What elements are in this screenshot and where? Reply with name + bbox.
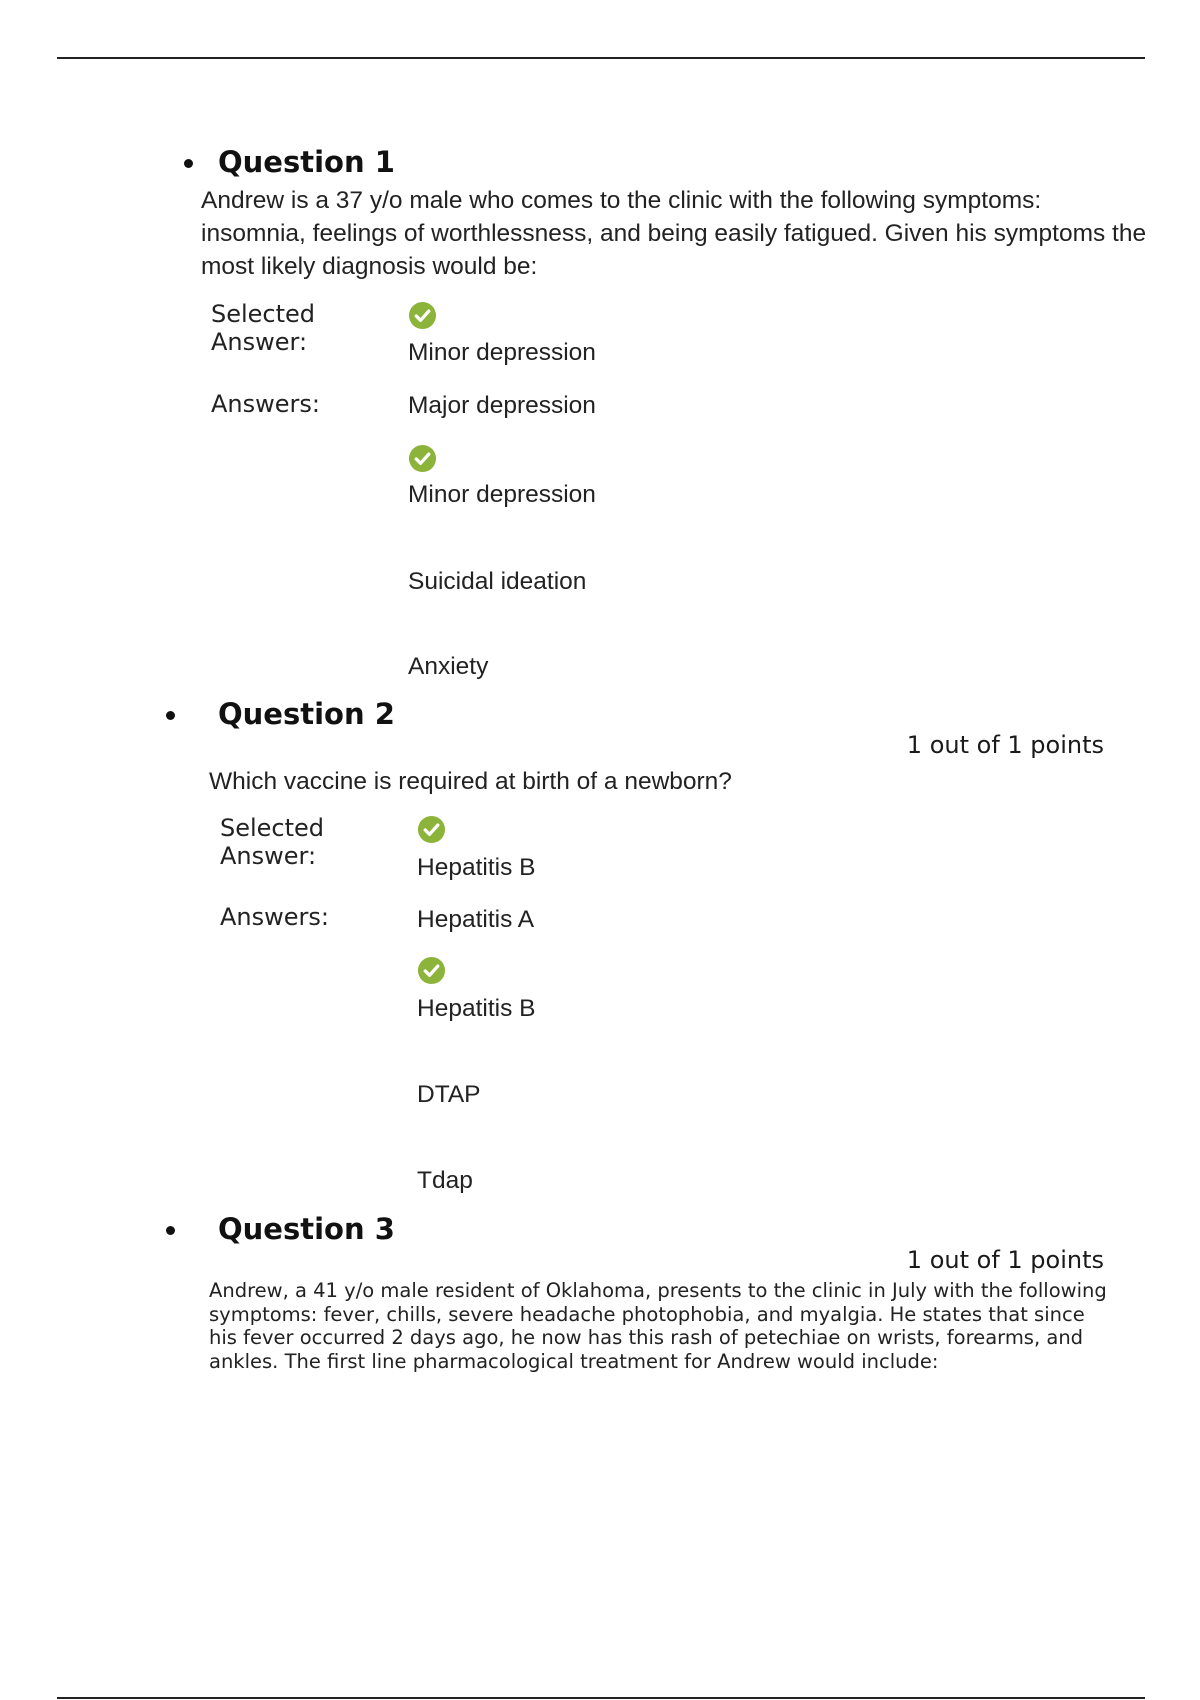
question-2-selected-label: Selected Answer: (220, 814, 325, 870)
question-1-answer-1: Major depression (408, 392, 596, 419)
question-2-title: Question 2 (218, 697, 395, 731)
bottom-divider (57, 1697, 1145, 1699)
question-1-answers-label: Answers: (211, 390, 320, 418)
question-2-answer-2: Hepatitis B (417, 995, 536, 1022)
check-circle-icon (408, 444, 437, 473)
question-2-text: Which vaccine is required at birth of a newborn? (209, 768, 732, 795)
check-circle-icon (417, 815, 446, 844)
question-3-points: 1 out of 1 points (906, 1246, 1104, 1274)
question-2-points: 1 out of 1 points (906, 731, 1104, 759)
question-1-text: Andrew is a 37 y/o male who comes to the clinic with the following symptoms: insomnia, feelings of worthlessness, and being easily fatigued. Given his symptoms the most likely diagnosis would be: (201, 187, 1147, 280)
question-3-title: Question 3 (218, 1212, 395, 1246)
check-circle-icon (417, 956, 446, 985)
question-2-bullet (166, 711, 175, 720)
question-1-answer-2: Minor depression (408, 481, 596, 508)
question-1-answer-4: Anxiety (408, 653, 489, 680)
question-2-answer-4: Tdap (417, 1167, 473, 1194)
question-2-selected-answer: Hepatitis B (417, 854, 536, 881)
question-3-bullet (166, 1226, 175, 1235)
question-3-text: Andrew, a 41 y/o male resident of Oklahoma, presents to the clinic in July with the following symptoms: fever, chills, severe headache photophobia, and myalgia. He states that since his fever occurred 2 days ago, he now has this rash of petechiae on wrists, forearms, and ankles. The first line pharmacological treatment for Andrew would include: (209, 1279, 1107, 1373)
question-1-bullet (184, 159, 193, 168)
question-1-selected-label: Selected Answer: (211, 300, 316, 356)
question-1-answer-3: Suicidal ideation (408, 568, 587, 595)
check-circle-icon (408, 301, 437, 330)
question-2-answer-3: DTAP (417, 1081, 481, 1108)
question-2-answer-1: Hepatitis A (417, 906, 535, 933)
top-divider (57, 57, 1145, 59)
question-2-answers-label: Answers: (220, 903, 329, 931)
question-1-selected-answer: Minor depression (408, 339, 596, 366)
question-1-title: Question 1 (218, 145, 395, 179)
